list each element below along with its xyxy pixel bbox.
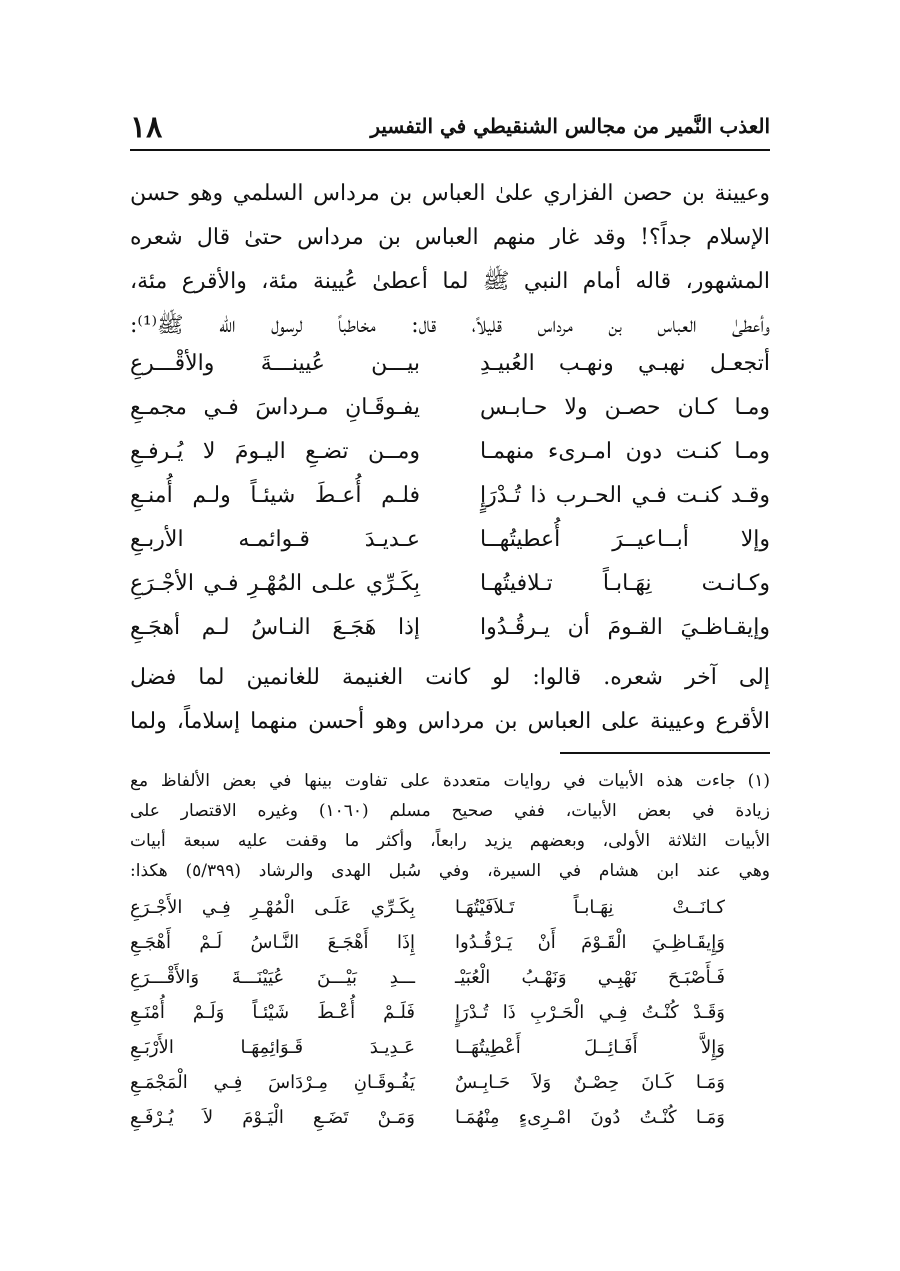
footnote-first-line <box>130 766 770 796</box>
poem-verse <box>130 562 770 606</box>
verse-second-hemistich: إذا هَجَـعَ النـاسُ لـم أهجَـعِ <box>130 615 420 640</box>
verse-second-hemistich: يَفُـوقَـانِ مِـرْدَاسَ فِـي الْمَجْمَـعِ <box>130 1072 415 1093</box>
verse-first-hemistich: كـانَــتْ نِهَـابـاً تَـلاَفَيْتُهَـا <box>455 897 725 918</box>
text-line: الإسلام جداً؟! وقد غار منهم العباس بن مرداس حتىٰ قال شعره <box>130 225 770 250</box>
text-line: وعيينة بن حصن الفزاري علىٰ العباس بن مرداس السلمي وهو حسن <box>130 181 770 206</box>
poem-verse <box>130 606 770 650</box>
verse-second-hemistich: ـــدِ بَيْـــنَ عُيَيْنَـــةَ وَالأَقْـــرَعِ <box>130 967 415 988</box>
page-number: ١٨ <box>130 110 163 145</box>
text-line: الأقرع وعيينة على العباس بن مرداس وهو أحسن منهما إسلاماً، ولما <box>130 709 770 734</box>
text-line: إلى آخر شعره. قالوا: لو كانت الغنيمة للغانمين لما فضل <box>130 665 770 690</box>
poem-verse <box>130 430 770 474</box>
verse-second-hemistich: عـديـدَ قـوائمـه الأربـعِ <box>130 527 420 552</box>
footnote-separator <box>560 752 770 754</box>
verse-second-hemistich: إِذَا أَهْجَـعَ النَّـاسُ لَـمْ أَهْجَـعِ <box>130 932 415 953</box>
verse-second-hemistich: ومــن تضـعِ اليـومَ لا يُـرفـعِ <box>130 439 420 464</box>
verse-first-hemistich: وَإِلاَّ أَفَـائِــلَ أَعْطِيتُهَــا <box>455 1037 725 1058</box>
poem-verse <box>130 342 770 386</box>
poem-verse <box>130 960 770 995</box>
text-line: المشهور، قاله أمام النبي ﷺ لما أعطىٰ عُيينة مئة، والأقرع مئة، <box>130 269 770 294</box>
verse-first-hemistich: وإلا أبــاعيــرَ أُعطيتُهــا <box>480 527 770 552</box>
verse-second-hemistich: وَمَـنْ تَضَـعِ الْيَـوْمَ لاَ يُـرْفَـعِ <box>130 1107 415 1128</box>
verse-second-hemistich: بِكَـرِّي علـى المُهْـرِ فـي الأجْـرَعِ <box>130 571 420 596</box>
poem <box>130 342 770 650</box>
running-title: العذب النَّمير من مجالس الشنقيطي في التفسير <box>370 114 770 138</box>
text-line: وهي عند ابن هشام في السيرة، وفي سُبل الهدى والرشاد (٥/٣٩٩) هكذا: <box>130 861 771 881</box>
text-line: الأبيات الثلاثة الأولى، وبعضهم يزيد رابعاً، وأكثر ما وقفت عليه سبعة أبيات <box>130 831 770 851</box>
poem-verse <box>130 995 770 1030</box>
verse-first-hemistich: وإيقـاظـيَ القـومَ أن يـرقُـدُوا <box>480 615 770 640</box>
verse-second-hemistich: عَـدِيـدَ قَـوَائِمِهَـا الأَرْبَـعِ <box>130 1037 415 1058</box>
poem-verse <box>130 890 770 925</box>
poem-verse <box>130 474 770 518</box>
verse-second-hemistich: فلـم أُعـطَ شيئـاً ولـم أُمنـعِ <box>130 483 420 508</box>
intro-paragraph <box>130 172 770 348</box>
verse-first-hemistich: ومـا كـان حصـن ولا حـابـس <box>480 395 770 420</box>
text-line: زيادة في بعض الأبيات، ففي صحيح مسلم (١٠٦٠) وغيره الاقتصار على <box>130 801 771 821</box>
verse-first-hemistich: وَقَـدْ كُنْـتُ فِـي الْحَـرْبِ ذَا تُـدْرَإٍ <box>455 1002 725 1023</box>
poem-verse <box>130 1030 770 1065</box>
verse-second-hemistich: يفـوقَـانِ مـرداسَ فـي مجمـعِ <box>130 395 420 420</box>
verse-second-hemistich: بِكَـرِّي عَلَـى الْمُهْـرِ فِـي الأَجْـرَعِ <box>130 897 415 918</box>
verse-second-hemistich: فَلَـمْ أُعْـطَ شَيْئـاً وَلَـمْ أُمْنَـعِ <box>130 1002 415 1023</box>
header-rule <box>130 149 770 151</box>
poem-verse <box>130 1065 770 1100</box>
footnote-poem <box>130 890 770 1135</box>
text-line: وأعطىٰ العباس بن مرداس قليلاً، قال: مخاطباً لرسول الله ﷺ⁽¹⁾: <box>130 313 770 338</box>
poem-verse <box>130 925 770 960</box>
page-header <box>130 110 770 146</box>
verse-first-hemistich: أتجعـل نهبـي ونهـب العُبيـدِ <box>480 351 770 376</box>
after-paragraph <box>130 656 770 744</box>
verse-first-hemistich: وَإِيقَـاظِـيَ الْقَـوْمَ أَنْ يَـرْقُـدُوا <box>455 932 725 953</box>
verse-first-hemistich: وَمَـا كَـانَ حِصْـنٌ وَلاَ حَـابِـسٌ <box>455 1072 725 1093</box>
footnote-marker: (١) <box>747 771 770 791</box>
verse-first-hemistich: فَـأَصْبَـحَ نَهْبِـي وَنَهْـبُ الْعُبَيْـ <box>455 967 725 988</box>
poem-verse <box>130 1100 770 1135</box>
verse-first-hemistich: وكـانـت نِهَـابـاً تـلافيتُهـا <box>480 571 770 596</box>
poem-verse <box>130 386 770 430</box>
verse-first-hemistich: ومـا كنـت دون امـرىء منهمـا <box>480 439 770 464</box>
poem-verse <box>130 518 770 562</box>
text-line: جاءت هذه الأبيات في روايات متعددة على تفاوت بينها في بعض الألفاظ مع <box>130 771 736 791</box>
verse-first-hemistich: وقـد كنـت فـي الحـرب ذا تُـدْرَإٍ <box>480 483 770 508</box>
footnote <box>130 766 770 886</box>
verse-first-hemistich: وَمَـا كُنْـتُ دُونَ امْـرِىءٍ مِنْهُمَـا <box>455 1107 725 1128</box>
verse-second-hemistich: بيـــن عُيينـــةَ والأقْـــرعِ <box>130 351 420 376</box>
